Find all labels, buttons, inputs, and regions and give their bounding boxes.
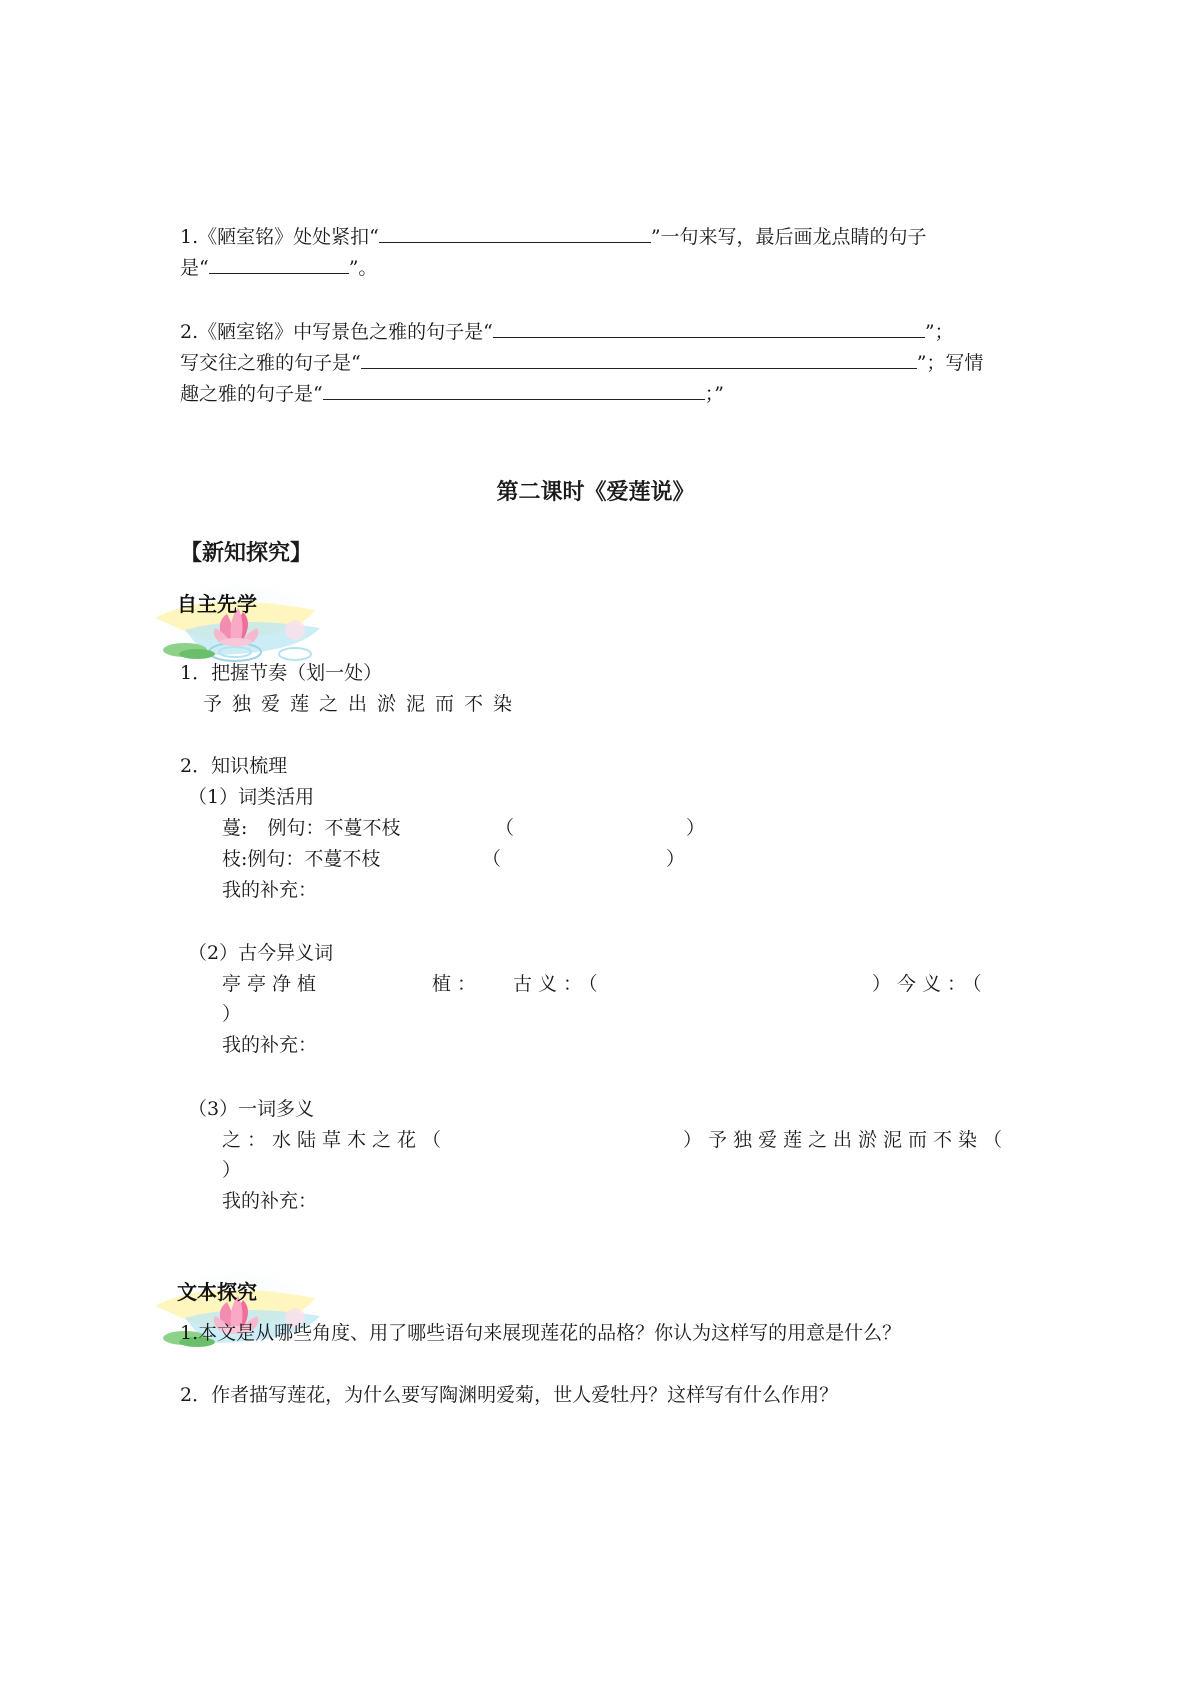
explore-question-1: 1.本文是从哪些角度、用了哪些语句来展现莲花的品格？你认为这样写的用意是什么？ bbox=[180, 1322, 902, 1344]
self-study-label: 自主先学 bbox=[177, 592, 257, 616]
answer-blank[interactable] bbox=[209, 253, 349, 274]
text-study-label: 文本探究 bbox=[177, 1280, 257, 1304]
polysemy-heading: （3）一词多义 bbox=[188, 1098, 315, 1120]
self-study-badge bbox=[145, 570, 330, 670]
knowledge-heading: 2．知识梳理 bbox=[180, 755, 288, 777]
ancient-modern-word: 植： bbox=[432, 973, 483, 995]
polysemy-second: ）予独爱莲之出淤泥而不染（ bbox=[683, 1129, 1009, 1151]
lesson-title: 第二课时《爱莲说》 bbox=[496, 479, 695, 505]
question-2-line-3: 趣之雅的句子是“ ；” bbox=[180, 379, 724, 407]
answer-paren-close: ） bbox=[686, 817, 706, 839]
answer-blank[interactable] bbox=[379, 222, 651, 243]
rhythm-sentence: 予独爱莲之出淤泥而不染 bbox=[203, 693, 523, 715]
lotus-pond-icon bbox=[145, 570, 330, 670]
word-class-item-2: 枝:例句：不蔓不枝 bbox=[222, 848, 381, 870]
answer-blank[interactable] bbox=[323, 379, 705, 400]
question-2-line-1: 2.《陋室铭》中写景色之雅的句子是“ ”； bbox=[180, 317, 954, 345]
answer-blank[interactable] bbox=[493, 317, 925, 338]
section-header: 【新知探究】 bbox=[180, 540, 313, 566]
question-1-line-1: 1.《陋室铭》处处紧扣“ ”一句来写，最后画龙点睛的句子 bbox=[180, 222, 927, 250]
answer-paren-close: ） bbox=[222, 1003, 242, 1025]
supplement-label: 我的补充： bbox=[222, 1190, 318, 1212]
word-class-heading: （1）词类活用 bbox=[188, 786, 315, 808]
answer-paren-open: （ bbox=[495, 817, 515, 839]
answer-paren-open: （ bbox=[482, 848, 502, 870]
supplement-label: 我的补充： bbox=[222, 879, 318, 901]
supplement-label: 我的补充： bbox=[222, 1034, 318, 1056]
answer-paren-close: ） bbox=[666, 848, 686, 870]
rhythm-heading: 1．把握节奏（划一处） bbox=[180, 662, 383, 684]
polysemy-item: 之：水陆草木之花（ bbox=[222, 1129, 448, 1151]
ancient-meaning-label: 古义：（ bbox=[513, 973, 604, 995]
explore-question-2: 2．作者描写莲花，为什么要写陶渊明爱菊，世人爱牡丹？这样写有什么作用？ bbox=[180, 1384, 839, 1406]
ancient-modern-heading: （2）古今异义词 bbox=[188, 942, 334, 964]
answer-paren-close: ） bbox=[222, 1159, 242, 1181]
modern-meaning-label: ）今义：（ bbox=[872, 973, 988, 995]
ancient-modern-phrase: 亭亭净植 bbox=[222, 973, 323, 995]
question-2-line-2: 写交往之雅的句子是“ ”；写情 bbox=[180, 348, 983, 376]
question-1-line-2: 是“ ”。 bbox=[180, 253, 377, 281]
answer-blank[interactable] bbox=[361, 348, 917, 369]
word-class-item-1: 蔓: 例句：不蔓不枝 bbox=[222, 817, 401, 839]
